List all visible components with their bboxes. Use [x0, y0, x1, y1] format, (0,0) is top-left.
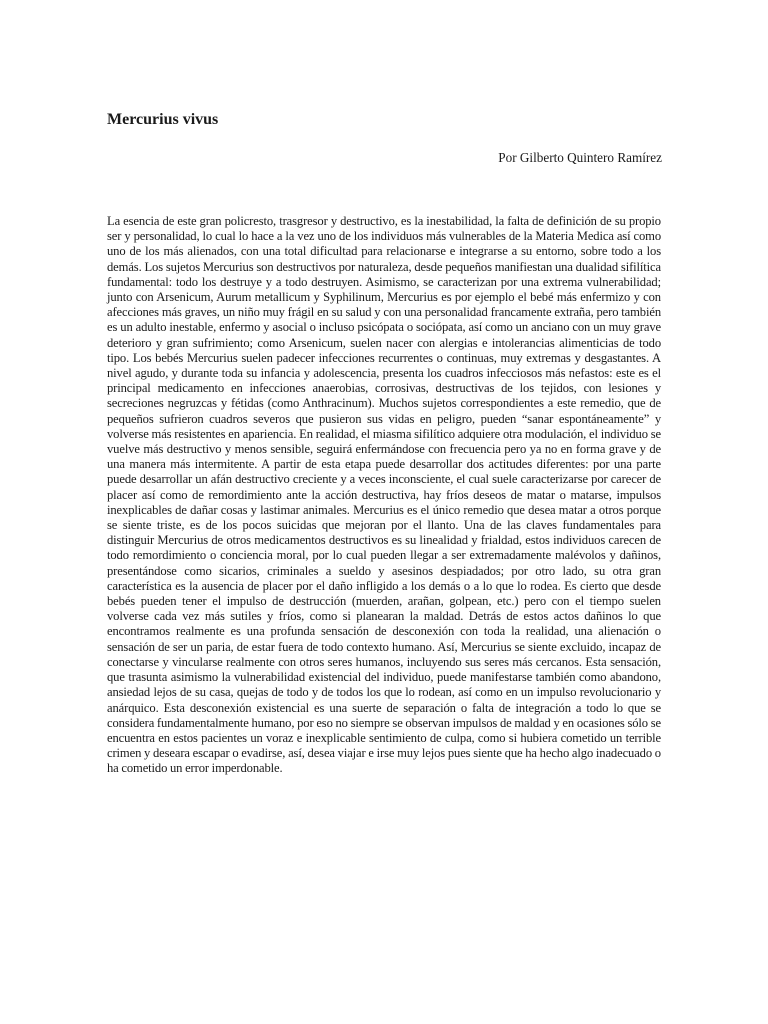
document-body: La esencia de este gran policresto, trasgresor y destructivo, es la inestabilidad, la falta de definición de su propio ser y personalidad, lo cual lo hace a la vez uno de los individuos más vulnerables de la Materia Medica así como uno de los más alienados, con una total dificultad para relacionarse e integrarse a su entorno, sobre todo a los demás. Los sujetos Mercurius son destructivos por naturaleza, desde pequeños manifiestan una dualidad sifilítica fundamental: todo los destruye y a todo destruyen. Asimismo, se caracterizan por una extrema vulnerabilidad; junto con Arsenicum, Aurum metallicum y Syphilinum, Mercurius es por ejemplo el bebé más enfermizo y con afecciones más graves, un niño muy frágil en su salud y con una personalidad francamente extraña, pero también es un adulto inestable, enfermo y asocial o incluso psicópata o sociópata, así como un anciano con un muy grave deterioro y gran sufrimiento; como Arsenicum, suelen nacer con alergias e intolerancias alimenticias de todo tipo. Los bebés Mercurius suelen padecer infecciones recurrentes o continuas, muy extremas y desgastantes. A nivel agudo, y durante toda su infancia y adolescencia, presenta los cuadros infecciosos más nefastos: este es el principal medicamento en infecciones anaerobias, corrosivas, destructivas de los tejidos, con lesiones y secreciones negruzcas y fétidas (como Anthracinum). Muchos sujetos correspondientes a este remedio, que de pequeños sufrieron cuadros severos que pusieron sus vidas en peligro, pueden “sanar espontáneamente” y volverse más resistentes en apariencia. En realidad, el miasma sifilítico adquiere otra modulación, el individuo se vuelve más destructivo y menos sensible, seguirá enfermándose con frecuencia pero ya no en forma grave y de una manera más intermitente. A partir de esta etapa puede desarrollar dos actitudes diferentes: por una parte puede desarrollar un afán destructivo creciente y a veces inconsciente, el cual suele caracterizarse por carecer de placer así como de remordimiento ante la acción destructiva, hay fríos deseos de matar o matarse, impulsos inexplicables de dañar cosas y lastimar animales. Mercurius es el único remedio que desea matar a otros porque se siente triste, es de los pocos suicidas que mejoran por el llanto. Una de las claves fundamentales para distinguir Mercurius de otros medicamentos destructivos es su linealidad y frialdad, estos individuos carecen de todo remordimiento o conciencia moral, por lo cual pueden llegar a ser extremadamente malévolos y dañinos, presentándose como sicarios, criminales a sueldo y asesinos despiadados; por otro lado, su otra gran característica es la ausencia de placer por el daño infligido a los demás o a lo que lo rodea. Es cierto que desde bebés pueden tener el impulso de destrucción (muerden, arañan, golpean, etc.) pero con el tiempo suelen volverse cada vez más sutiles y fríos, como si planearan la maldad. Detrás de estos actos dañinos lo que encontramos realmente es una profunda sensación de desconexión con toda la realidad, una alienación o sensación de ser un paria, de estar fuera de todo contexto humano. Así, Mercurius se siente excluido, incapaz de conectarse y vincularse realmente con otros seres humanos, incluyendo sus seres más cercanos. Esta sensación, que trasunta asimismo la vulnerabilidad existencial del individuo, puede manifestarse también como abandono, ansiedad lejos de su casa, quejas de todo y de todos los que lo rodean, así como en un impulso revolucionario y anárquico. Esta desconexión existencial es una suerte de separación o falta de integración a todo lo que se considera fundamentalmente humano, por eso no siempre se observan impulsos de maldad y en ocasiones sólo se encuentra en estos pacientes un voraz e inexplicable sentimiento de culpa, como si hubiera cometido un terrible crimen y deseara escapar o evadirse, así, desea viajar e irse muy lejos pues siente que ha hecho algo inadecuado o ha cometido un error imperdonable.: [107, 214, 661, 776]
document-title: Mercurius vivus: [107, 111, 219, 128]
document-author: Por Gilberto Quintero Ramírez: [498, 150, 662, 165]
